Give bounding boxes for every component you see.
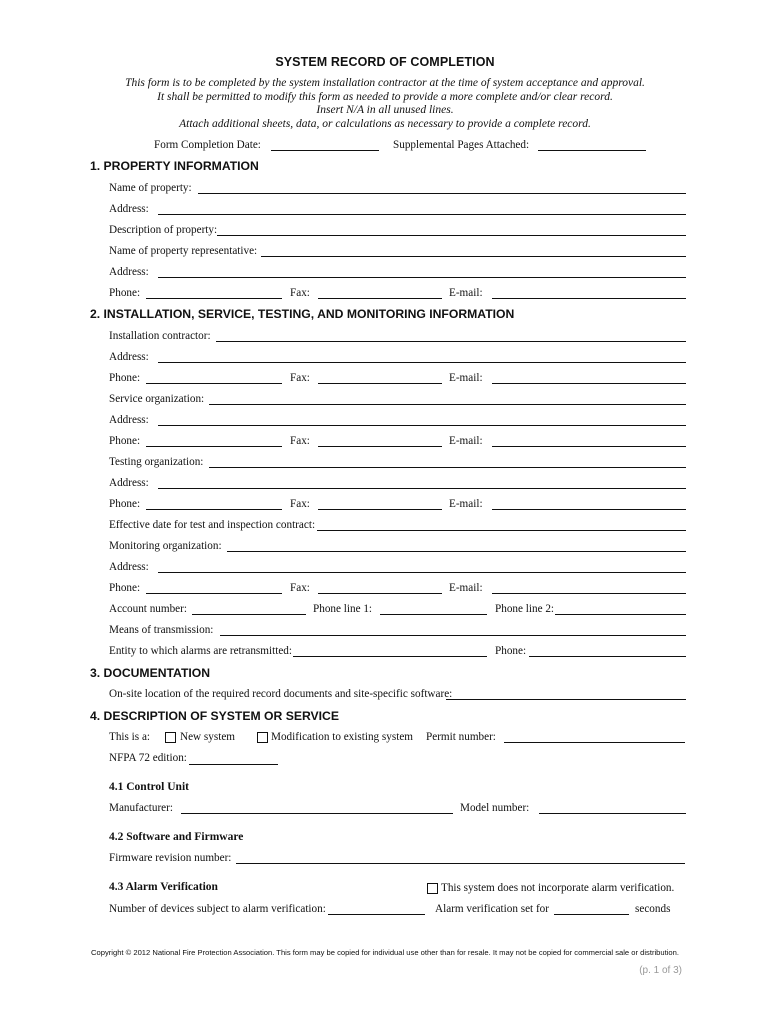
new-system-label: New system [180,731,235,743]
phone-line-2-label: Phone line 2: [495,603,555,615]
testing-fax-label: Fax: [290,498,310,510]
effective-date-field[interactable] [317,530,686,531]
system-type-label: This is a: [109,731,151,743]
section-3-heading: 3. DOCUMENTATION [90,666,211,680]
service-address-label: Address: [109,414,149,426]
service-address-field[interactable] [158,425,686,426]
property-email-label: E-mail: [449,287,483,299]
property-fax-label: Fax: [290,287,310,299]
service-phone-label: Phone: [109,435,141,447]
software-firmware-heading: 4.2 Software and Firmware [109,831,244,843]
manufacturer-field[interactable] [181,813,453,814]
permit-number-field[interactable] [504,742,685,743]
intro-line: This form is to be completed by the system installation contractor at the time of system acceptance and approval. [125,77,645,89]
testing-phone-field[interactable] [146,509,282,510]
property-name-field[interactable] [198,193,686,194]
form-title: SYSTEM RECORD OF COMPLETION [275,55,495,69]
modification-label: Modification to existing system [271,731,414,743]
supplemental-field[interactable] [538,150,646,151]
representative-address-label: Address: [109,266,149,278]
property-description-label: Description of property: [109,224,218,236]
monitoring-email-field[interactable] [492,593,686,594]
service-org-label: Service organization: [109,393,205,405]
testing-org-field[interactable] [209,467,686,468]
service-org-field[interactable] [209,404,686,405]
firmware-revision-field[interactable] [236,863,685,864]
representative-address-field[interactable] [158,277,686,278]
account-number-field[interactable] [192,614,306,615]
monitoring-address-label: Address: [109,561,149,573]
monitoring-fax-label: Fax: [290,582,310,594]
installer-email-label: E-mail: [449,372,483,384]
installer-email-field[interactable] [492,383,686,384]
intro-line: Attach additional sheets, data, or calculations as necessary to provide a complete record. [179,118,591,130]
testing-email-label: E-mail: [449,498,483,510]
monitoring-address-field[interactable] [158,572,686,573]
service-phone-field[interactable] [146,446,282,447]
effective-date-label: Effective date for test and inspection contract: [109,519,316,531]
testing-address-field[interactable] [158,488,686,489]
devices-count-field[interactable] [328,914,425,915]
property-description-field[interactable] [217,235,686,236]
means-transmission-field[interactable] [220,635,686,636]
testing-email-field[interactable] [492,509,686,510]
phone-line-1-field[interactable] [380,614,487,615]
service-email-label: E-mail: [449,435,483,447]
testing-fax-field[interactable] [318,509,442,510]
account-number-label: Account number: [109,603,187,615]
control-unit-heading: 4.1 Control Unit [109,781,189,793]
intro-line: It shall be permitted to modify this form as needed to provide a more complete and/or clear record. [157,91,613,103]
testing-org-label: Testing organization: [109,456,204,468]
alarm-verification-heading: 4.3 Alarm Verification [109,881,218,893]
phone-line-2-field[interactable] [555,614,686,615]
seconds-label: seconds [635,903,671,915]
property-email-field[interactable] [492,298,686,299]
firmware-revision-label: Firmware revision number: [109,852,232,864]
onsite-location-label: On-site location of the required record documents and site-specific software: [109,688,453,700]
means-transmission-label: Means of transmission: [109,624,214,636]
installer-fax-label: Fax: [290,372,310,384]
model-number-field[interactable] [539,813,686,814]
onsite-location-field[interactable] [446,699,686,700]
devices-count-label: Number of devices subject to alarm verification: [109,903,326,915]
section-2-heading: 2. INSTALLATION, SERVICE, TESTING, AND MONITORING INFORMATION [90,307,515,321]
verification-set-label: Alarm verification set for [435,903,550,915]
monitoring-email-label: E-mail: [449,582,483,594]
installer-phone-field[interactable] [146,383,282,384]
section-1-heading: 1. PROPERTY INFORMATION [90,159,259,173]
completion-date-label: Form Completion Date: [154,139,261,151]
testing-address-label: Address: [109,477,149,489]
installer-label: Installation contractor: [109,330,211,342]
verification-seconds-field[interactable] [554,914,629,915]
service-fax-field[interactable] [318,446,442,447]
entity-phone-field[interactable] [529,656,686,657]
installer-phone-label: Phone: [109,372,141,384]
entity-phone-label: Phone: [495,645,527,657]
installer-address-label: Address: [109,351,149,363]
monitoring-fax-field[interactable] [318,593,442,594]
service-fax-label: Fax: [290,435,310,447]
manufacturer-label: Manufacturer: [109,802,173,814]
nfpa-edition-label: NFPA 72 edition: [109,752,187,764]
intro-line: Insert N/A in all unused lines. [316,104,454,116]
installer-address-field[interactable] [158,362,686,363]
installer-field[interactable] [216,341,686,342]
property-phone-label: Phone: [109,287,141,299]
page-number: (p. 1 of 3) [639,965,682,976]
monitoring-org-label: Monitoring organization: [109,540,222,552]
supplemental-label: Supplemental Pages Attached: [393,139,530,151]
property-phone-field[interactable] [146,298,282,299]
phone-line-1-label: Phone line 1: [313,603,373,615]
monitoring-phone-label: Phone: [109,582,141,594]
model-number-label: Model number: [460,802,530,814]
permit-number-label: Permit number: [426,731,496,743]
entity-retransmitted-label: Entity to which alarms are retransmitted: [109,645,292,657]
nfpa-edition-field[interactable] [189,764,278,765]
monitoring-org-field[interactable] [227,551,686,552]
monitoring-phone-field[interactable] [146,593,282,594]
new-system-checkbox[interactable] [165,732,176,743]
entity-retransmitted-field[interactable] [293,656,487,657]
property-address-label: Address: [109,203,149,215]
no-verification-label: This system does not incorporate alarm verification. [441,882,675,894]
property-fax-field[interactable] [318,298,442,299]
property-address-field[interactable] [158,214,686,215]
copyright-footer: Copyright © 2012 National Fire Protection Association. This form may be copied for individual use other than for resale. It may not be copied for commercial sale or distribution. [91,948,679,957]
installer-fax-field[interactable] [318,383,442,384]
no-verification-checkbox[interactable] [427,883,438,894]
representative-label: Name of property representative: [109,245,258,257]
representative-field[interactable] [261,256,686,257]
completion-date-field[interactable] [271,150,379,151]
testing-phone-label: Phone: [109,498,141,510]
section-4-heading: 4. DESCRIPTION OF SYSTEM OR SERVICE [90,709,339,723]
service-email-field[interactable] [492,446,686,447]
modification-checkbox[interactable] [257,732,268,743]
property-name-label: Name of property: [109,182,192,194]
